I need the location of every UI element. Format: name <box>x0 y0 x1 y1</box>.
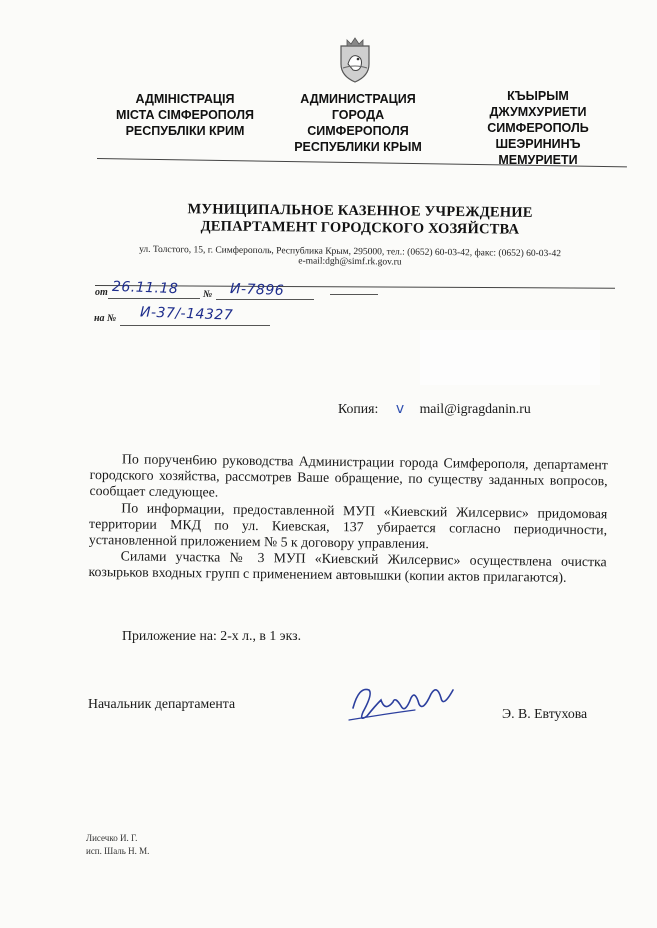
institution-email: e-mail:dgh@simf.rk.gov.ru <box>298 256 402 268</box>
header-russian-line: АДМИНИСТРАЦИЯ <box>300 92 416 106</box>
blank-underline <box>330 294 378 295</box>
signatory-name: Э. В. Евтухова <box>502 706 588 721</box>
body-paragraph-1: По поручен6ию руководства Администрации города Симферополя, департамент городского хозяйства, рассмотрев Ваше обращение, по существу заданных вопросов, сообщает следующее. <box>89 451 608 500</box>
redacted-addressee-area <box>420 330 600 385</box>
number-label: № <box>203 289 213 300</box>
institution-name-line1: МУНИЦИПАЛЬНОЕ КАЗЕННОЕ УЧРЕЖДЕНИЕ <box>187 201 533 221</box>
reference-label: на № <box>94 313 117 324</box>
institution-contacts <box>100 244 600 269</box>
header-ukrainian-line: РЕСПУБЛІКИ КРИМ <box>125 124 245 138</box>
letter-body <box>88 451 608 587</box>
header-ukrainian-line: АДМІНІСТРАЦІЯ <box>135 92 235 106</box>
reference-underline <box>120 325 270 326</box>
header-crimean-tatar-line: ШЕЭРИНИНЪ <box>495 137 581 151</box>
executor-line-1: Лисечко И. Г. <box>86 833 138 843</box>
handwritten-signature <box>345 678 460 728</box>
copy-line <box>338 401 531 417</box>
header-russian-line: ГОРОДА <box>331 108 385 122</box>
header-crimean-tatar-line: КЪЫРЫМ <box>507 89 569 103</box>
header-crimean-tatar-line: СИМФЕРОПОЛЬ <box>487 121 589 135</box>
header-ukrainian <box>95 91 275 139</box>
body-paragraph-2: По информации, предоставленной МУП «Киевский Жилсервис» придомовая территории МКД по ул. Киевская, 137 убирается согласно периодичности, установленной приложением № 5 к договору управления. <box>88 499 608 552</box>
appendix-note: Приложение на: 2-х л., в 1 экз. <box>122 628 302 643</box>
institution-name-line2: ДЕПАРТАМЕНТ ГОРОДСКОГО ХОЗЯЙСТВА <box>200 218 520 238</box>
header-russian-line: СИМФЕРОПОЛЯ <box>307 124 409 138</box>
coat-of-arms-emblem <box>333 34 377 84</box>
date-label: от <box>95 287 108 298</box>
executor-line-2: исп. Шаль Н. М. <box>86 846 150 856</box>
header-russian <box>268 91 448 155</box>
body-paragraph-3: Силами участка № 3 МУП «Киевский Жилсервис» осуществлена очистка козырьков входных групп с применением автовышки (копии актов прилагаются). <box>88 548 607 586</box>
header-crimean-tatar-line: МЕМУРИЕТИ <box>498 153 578 167</box>
handwritten-date: 26.11.18 <box>111 278 179 298</box>
copy-email: mail@igragdanin.ru <box>419 401 531 416</box>
checkmark-icon: v <box>395 401 405 417</box>
institution-address: ул. Толстого, 15, г. Симферополь, Республика Крым, 295000, тел.: (0652) 60-03-42, факс: (0652) 60-03-42 <box>139 244 562 260</box>
handwritten-number: И-7896 <box>229 281 285 299</box>
header-crimean-tatar <box>448 88 628 168</box>
signatory-position: Начальник департамента <box>88 696 236 711</box>
header-russian-line: РЕСПУБЛИКИ КРЫМ <box>294 140 422 154</box>
header-crimean-tatar-line: ДЖУМХУРИЕТИ <box>489 105 587 119</box>
date-underline <box>108 298 200 299</box>
handwritten-reference: И-37/-14327 <box>139 304 234 324</box>
copy-label: Копия: <box>338 401 379 416</box>
institution-block <box>120 200 600 239</box>
header-ukrainian-line: МІСТА СІМФЕРОПОЛЯ <box>116 108 254 122</box>
number-underline <box>216 299 314 300</box>
